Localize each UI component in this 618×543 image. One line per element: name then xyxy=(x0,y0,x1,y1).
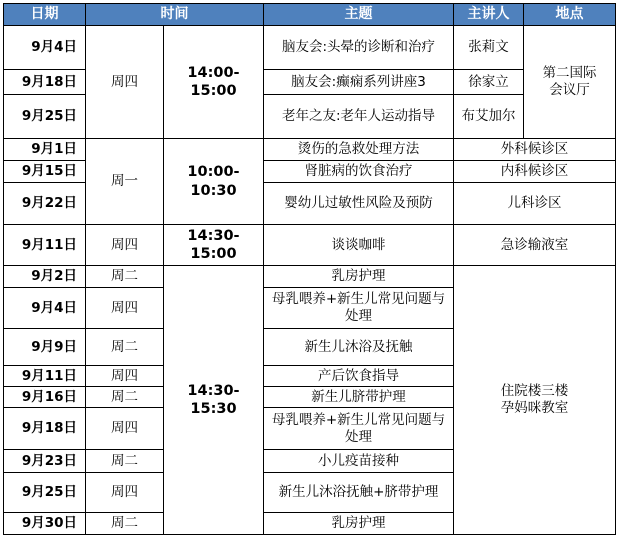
topic-cell: 肾脏病的饮食治疗 xyxy=(264,161,454,183)
header-speaker: 主讲人 xyxy=(454,4,524,26)
header-time: 时间 xyxy=(86,4,264,26)
weekday-cell: 周四 xyxy=(86,26,164,139)
location-cell: 急诊输液室 xyxy=(454,225,616,266)
time-cell: 14:30- 15:30 xyxy=(164,266,264,535)
weekday-cell: 周四 xyxy=(86,366,164,387)
weekday-cell: 周二 xyxy=(86,266,164,288)
topic-cell: 小儿疫苗接种 xyxy=(264,450,454,473)
time-cell: 14:00- 15:00 xyxy=(164,26,264,139)
topic-cell: 乳房护理 xyxy=(264,266,454,288)
topic-cell: 母乳喂养+新生儿常见问题与处理 xyxy=(264,288,454,329)
location-cell: 第二国际 会议厅 xyxy=(524,26,616,139)
weekday-cell: 周一 xyxy=(86,139,164,225)
header-row xyxy=(4,4,616,26)
speaker-cell: 张莉文 xyxy=(454,26,524,70)
date-cell: 9月15日 xyxy=(4,161,86,183)
topic-cell: 新生儿脐带护理 xyxy=(264,387,454,408)
date-cell: 9月4日 xyxy=(4,288,86,329)
location-cell: 住院楼三楼 孕妈咪教室 xyxy=(454,266,616,535)
speaker-cell: 徐家立 xyxy=(454,70,524,95)
time-cell: 14:30- 15:00 xyxy=(164,225,264,266)
topic-cell: 新生儿沐浴及抚触 xyxy=(264,329,454,366)
weekday-cell: 周二 xyxy=(86,513,164,535)
weekday-cell: 周二 xyxy=(86,450,164,473)
table-row xyxy=(4,26,616,70)
header-date: 日期 xyxy=(4,4,86,26)
location-cell: 外科候诊区 xyxy=(454,139,616,161)
header-topic: 主题 xyxy=(264,4,454,26)
date-cell: 9月18日 xyxy=(4,70,86,95)
topic-cell: 婴幼儿过敏性风险及预防 xyxy=(264,183,454,225)
speaker-cell: 布艾加尔 xyxy=(454,95,524,139)
weekday-cell: 周二 xyxy=(86,387,164,408)
weekday-cell: 周二 xyxy=(86,329,164,366)
topic-cell: 脑友会:癫痫系列讲座3 xyxy=(264,70,454,95)
date-cell: 9月23日 xyxy=(4,450,86,473)
topic-cell: 老年之友:老年人运动指导 xyxy=(264,95,454,139)
table-row xyxy=(4,225,616,266)
topic-cell: 新生儿沐浴抚触+脐带护理 xyxy=(264,473,454,513)
date-cell: 9月2日 xyxy=(4,266,86,288)
date-cell: 9月25日 xyxy=(4,95,86,139)
topic-cell: 脑友会:头晕的诊断和治疗 xyxy=(264,26,454,70)
header-location: 地点 xyxy=(524,4,616,26)
topic-cell: 谈谈咖啡 xyxy=(264,225,454,266)
location-cell: 儿科诊区 xyxy=(454,183,616,225)
time-cell: 10:00- 10:30 xyxy=(164,139,264,225)
date-cell: 9月1日 xyxy=(4,139,86,161)
weekday-cell: 周四 xyxy=(86,225,164,266)
date-cell: 9月9日 xyxy=(4,329,86,366)
table-row xyxy=(4,139,616,161)
weekday-cell: 周四 xyxy=(86,288,164,329)
location-cell: 内科候诊区 xyxy=(454,161,616,183)
date-cell: 9月25日 xyxy=(4,473,86,513)
date-cell: 9月22日 xyxy=(4,183,86,225)
date-cell: 9月30日 xyxy=(4,513,86,535)
topic-cell: 母乳喂养+新生儿常见问题与处理 xyxy=(264,408,454,450)
topic-cell: 乳房护理 xyxy=(264,513,454,535)
date-cell: 9月16日 xyxy=(4,387,86,408)
date-cell: 9月11日 xyxy=(4,366,86,387)
topic-cell: 产后饮食指导 xyxy=(264,366,454,387)
weekday-cell: 周四 xyxy=(86,473,164,513)
table-row xyxy=(4,266,616,288)
date-cell: 9月18日 xyxy=(4,408,86,450)
weekday-cell: 周四 xyxy=(86,408,164,450)
topic-cell: 烫伤的急救处理方法 xyxy=(264,139,454,161)
schedule-table xyxy=(3,3,616,535)
date-cell: 9月11日 xyxy=(4,225,86,266)
date-cell: 9月4日 xyxy=(4,26,86,70)
